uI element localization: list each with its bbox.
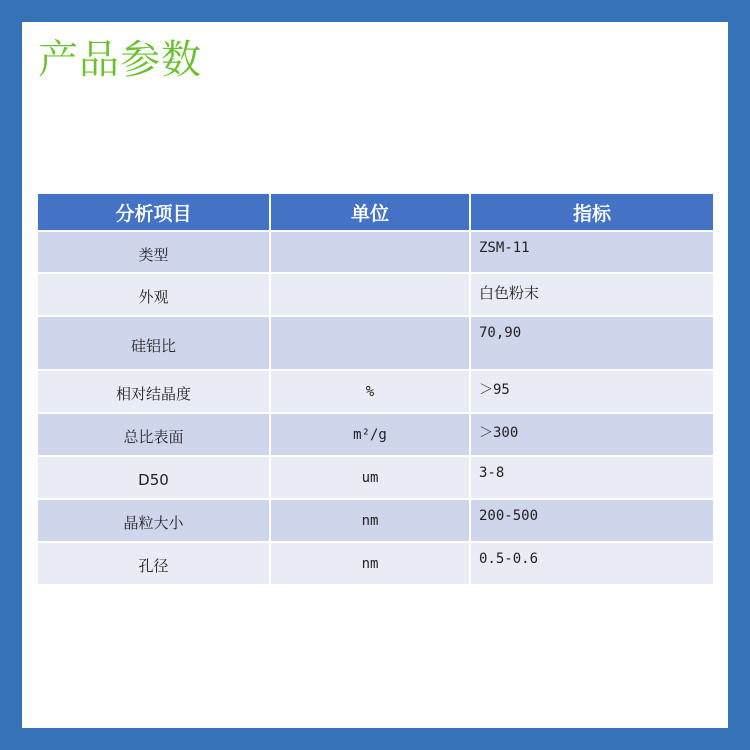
table-header-row (38, 194, 713, 230)
row-value: 3-8 (471, 457, 713, 498)
table-row (38, 317, 713, 369)
row-item: 孔径 (38, 543, 271, 584)
row-unit (271, 317, 471, 369)
row-item: 类型 (38, 232, 271, 272)
row-value: ＞95 (471, 371, 713, 412)
table-row (38, 500, 713, 541)
table-row (38, 414, 713, 455)
row-unit: m²/g (271, 414, 471, 455)
content-panel (22, 22, 728, 728)
page-title: 产品参数 (38, 37, 202, 83)
row-value: 0.5-0.6 (471, 543, 713, 584)
table-row (38, 371, 713, 412)
row-value: 200-500 (471, 500, 713, 541)
spec-table (38, 192, 713, 586)
row-item: 硅铝比 (38, 317, 271, 369)
row-unit: % (271, 371, 471, 412)
row-item: D50 (38, 457, 271, 498)
header-unit: 单位 (271, 194, 471, 230)
table-row (38, 232, 713, 272)
row-value: ZSM-11 (471, 232, 713, 272)
row-item: 晶粒大小 (38, 500, 271, 541)
row-unit (271, 232, 471, 272)
row-unit: nm (271, 543, 471, 584)
row-value: 70,90 (471, 317, 713, 369)
row-item: 相对结晶度 (38, 371, 271, 412)
row-unit (271, 274, 471, 315)
row-value: 白色粉末 (471, 274, 713, 315)
row-value: ＞300 (471, 414, 713, 455)
header-item: 分析项目 (38, 194, 271, 230)
table-row (38, 274, 713, 315)
row-item: 外观 (38, 274, 271, 315)
row-item: 总比表面 (38, 414, 271, 455)
row-unit: nm (271, 500, 471, 541)
table-row (38, 457, 713, 498)
row-unit: um (271, 457, 471, 498)
table-row (38, 543, 713, 584)
header-value: 指标 (471, 194, 713, 230)
